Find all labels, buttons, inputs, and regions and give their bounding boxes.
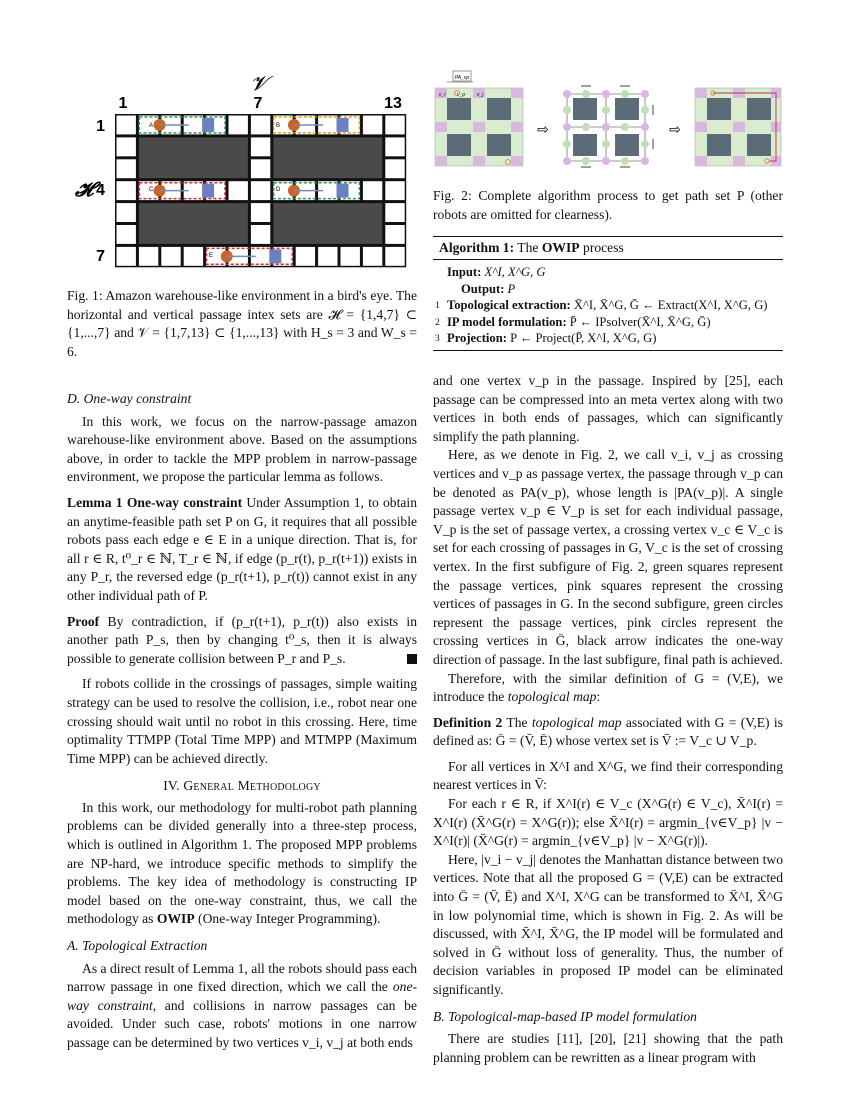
warehouse-grid-cells	[115, 114, 406, 267]
figure-1-warehouse-grid	[67, 70, 427, 285]
definition-text: The	[506, 714, 528, 730]
label-vp: v_p	[457, 92, 466, 98]
owip-bold: OWIP	[156, 911, 195, 927]
lemma-1	[67, 494, 417, 606]
definition-2	[433, 714, 783, 751]
algorithm-input-value: X^I, X^G, G	[484, 265, 546, 279]
algorithm-line-number: 3	[435, 334, 440, 344]
cell-label-d: D	[276, 187, 281, 193]
label-vj: v_j	[477, 92, 484, 98]
left-text-column	[67, 386, 417, 1053]
cell-label-a: A	[149, 123, 154, 129]
section-iv-heading: IV. General Methodology	[163, 778, 321, 794]
paragraph	[433, 670, 783, 707]
paragraph-text: Therefore, with the similar definition of G = (V,E), we introduce the	[433, 670, 783, 705]
section-b-heading: B. Topological-map-based IP model formulation	[433, 1008, 697, 1024]
algorithm-input	[433, 264, 783, 281]
paragraph-text: , and collisions in narrow passages can be avoided. Under such case, robots' motions in one narrow passage can be determined by two vertices v_i, v_j at both ends	[67, 997, 417, 1050]
paragraph: If robots collide in the crossings of passages, simple waiting strategy can be used to resolve the collision, i.e., robot near one crossing should wait until no robot in this crossing. Here, time optimality TTMPP (Total Time MPP) and MTMPP (Maximum Time MPP) can be achieved directly.	[67, 676, 417, 766]
algorithm-input-label: Input:	[447, 265, 482, 279]
lemma-label: Lemma 1	[67, 494, 123, 510]
paragraph-text: As a direct result of Lemma 1, all the robots should pass each narrow passage in one fixed direction, which we call the	[67, 960, 417, 995]
paragraph: For each r ∈ R, if X^I(r) ∈ V_c (X^G(r) ∈ V_c), X̄^I(r) = X^I(r) (X̄^G(r) = X^G(r)); else X̄^I(r) = argmin_{v∈V_p} |v − X^I(r)| (X̄^G(r) = argmin_{v∈V_p} |v − X^G(r)|).	[433, 796, 783, 849]
proof-label: Proof	[67, 613, 100, 629]
arrow-2-icon: ⇨	[669, 121, 681, 137]
proof	[67, 613, 417, 669]
right-text-column	[433, 372, 783, 1067]
subfigure-topological-map	[563, 86, 653, 167]
algorithm-title-suffix: process	[583, 240, 624, 255]
lemma-name: One-way constraint	[126, 494, 243, 510]
algorithm-step-text: X̄^I, X̄^G, Ḡ ← Extract(X^I, X^G, G)	[573, 298, 768, 312]
figure-2-caption: Fig. 2: Complete algorithm process to get path set P (other robots are omitted for clearness).	[433, 188, 783, 222]
row-label-1: 1	[96, 118, 105, 135]
h-symbol: 𝓗	[75, 179, 94, 201]
paragraph	[67, 960, 417, 1053]
algorithm-step-label: IP model formulation:	[447, 314, 567, 329]
cell-label-b: B	[276, 123, 281, 129]
paragraph: In this work, we focus on the narrow-passage amazon warehouse-like environment above. Based on the assumptions above, in order to tackle the MPP problem in narrow-passage environment, we propose the particular lemma as follows.	[67, 413, 417, 485]
cell-label-c: C	[149, 187, 154, 193]
topological-map-italic: topological map	[507, 689, 597, 705]
row-label-7: 7	[96, 248, 105, 265]
definition-text: associated with G = (V,E) is defined as: Ḡ = (V̄, Ē) whose vertex set is V̄ := V_c ∪ V_p.	[433, 714, 783, 749]
figure-1-caption: Fig. 1: Amazon warehouse-like environment in a bird's eye. The horizontal and vertical passage intex sets are 𝓗 = {1,4,7} ⊂ {1,...,7} and 𝒱 = {1,7,13} ⊂ {1,...,13} with H_s = 3 and W_s = 6.	[67, 288, 417, 359]
figure-2-algorithm-process	[433, 68, 783, 178]
definition-italic: topological map	[531, 714, 622, 730]
definition-label: Definition 2	[433, 714, 503, 730]
algorithm-output	[433, 281, 783, 298]
algorithm-1-box	[433, 236, 783, 351]
v-symbol: 𝓥	[250, 73, 268, 95]
subfigure-grid-vertices	[435, 71, 523, 166]
proof-text: By contradiction, if (p_r(t+1), p_r(t)) also exists in another path P_s, then by changing t⁰_s, then it is always possible to generate collision between P_r and P_s.	[67, 613, 417, 666]
algorithm-title-prefix: Algorithm 1:	[439, 240, 515, 255]
algorithm-step-label: Topological extraction:	[447, 298, 571, 312]
col-label-13: 13	[384, 95, 402, 112]
algorithm-output-value: P	[507, 281, 516, 296]
section-a-heading: A. Topological Extraction	[67, 938, 208, 954]
paragraph-text: (One-way Integer Programming).	[198, 911, 381, 927]
paragraph-text: :	[596, 689, 601, 705]
paragraph-text: In this work, our methodology for multi-robot path planning problems can be divided generally into a three-step process, which is outlined in Algorithm 1. The proposed MPP problems are NP-hard, we introduce specific methods to simplify the problems. The key idea of methodology is constructing IP model based on the one-way constraint, thus, we call the methodology as	[67, 799, 417, 927]
row-label-4: 4	[96, 182, 105, 199]
algorithm-title-mid: The	[517, 240, 539, 255]
algorithm-line-number: 1	[435, 301, 440, 311]
algorithm-line-3	[433, 330, 783, 347]
col-label-1: 1	[118, 95, 128, 112]
paragraph: Here, |v_i − v_j| denotes the Manhattan distance between two vertices. Note that all the proposed G = (V,E) can be extracted into Ḡ = (V̄, Ē) and X^I, X^G can be transformed to X̄^I, X̄^G in low polynomial time, which is shown in Fig. 2. As will be discussed, with X̄^I, X̄^G, the IP model will be formulated and solved in Ḡ without loss of generality. Thus, the number of decision variables in proposed IP model can be eliminated significantly.	[433, 851, 783, 997]
section-d-heading: D. One-way constraint	[67, 391, 192, 406]
label-pa-vp: PA_vp	[454, 75, 470, 81]
qed-square-icon	[407, 654, 417, 664]
one-way-constraint-italic: one-way constraint	[67, 979, 417, 1013]
paragraph: Here, as we denote in Fig. 2, we call v_i, v_j as crossing vertices and v_p as passage vertex, the passage through v_p can be denoted as PA(v_p), whose length is |PA(v_p)|. A single passage vertex v_p ∈ V_p is set for each individual passage, V_p is the set of passage vertex, a crossing vertex v_c ∈ V_c is set for each crossing of passages in G, V_c is the set of crossing vertex. In the first subfigure of Fig. 2, green squares represent the passage vertices, pink squares represent the crossing vertices of passages in G. In the second subfigure, green circles represent the passage vertices, pink circles represent the crossing vertices in Ḡ, black arrow indicates the one-way direction of passage. In the last subfigure, final path is achieved.	[433, 447, 783, 667]
subfigure-final-path	[695, 88, 781, 166]
cell-label-e: E	[209, 253, 214, 259]
algorithm-line-2	[433, 314, 783, 331]
paragraph: There are studies [11], [20], [21] showing that the path planning problem can be rewritten as a linear program with	[433, 1031, 783, 1065]
algorithm-step-label: Projection:	[447, 331, 507, 345]
algorithm-title	[433, 237, 783, 260]
paragraph: and one vertex v_p in the passage. Inspired by [25], each passage can be compressed into an meta vertex along with two vertices in both ends of passages, which can significantly simplify the path planning.	[433, 373, 783, 444]
arrow-1-icon: ⇨	[537, 121, 549, 137]
algorithm-output-label: Output:	[461, 281, 505, 296]
lemma-text: Under Assumption 1, to obtain an anytime-feasible path set P on G, it requires that all possible robots pass each edge e ∈ E in a unique direction. That is, for all r ∈ R, t⁰_r ∈ ℕ, T_r ∈ ℕ, if edge (p_r(t), p_r(t+1)) exists in any P_r, the reversed edge (p_r(t+1), p_r(t)) cannot exist in any other individual path of P.	[67, 494, 417, 603]
algorithm-step-text: P ← Project(P̄, X^I, X^G, G)	[510, 331, 657, 345]
paragraph: For all vertices in X^I and X^G, we find their corresponding nearest vertices in V̄:	[433, 758, 783, 793]
algorithm-title-name: OWIP	[541, 240, 580, 255]
algorithm-line-number: 2	[435, 317, 440, 328]
algorithm-step-text: P̄ ← IPsolver(X̄^I, X̄^G, Ḡ)	[569, 314, 711, 329]
col-label-7: 7	[253, 95, 263, 112]
algorithm-line-1	[433, 297, 783, 314]
paragraph	[67, 799, 417, 929]
label-vi: v_i	[439, 92, 446, 98]
